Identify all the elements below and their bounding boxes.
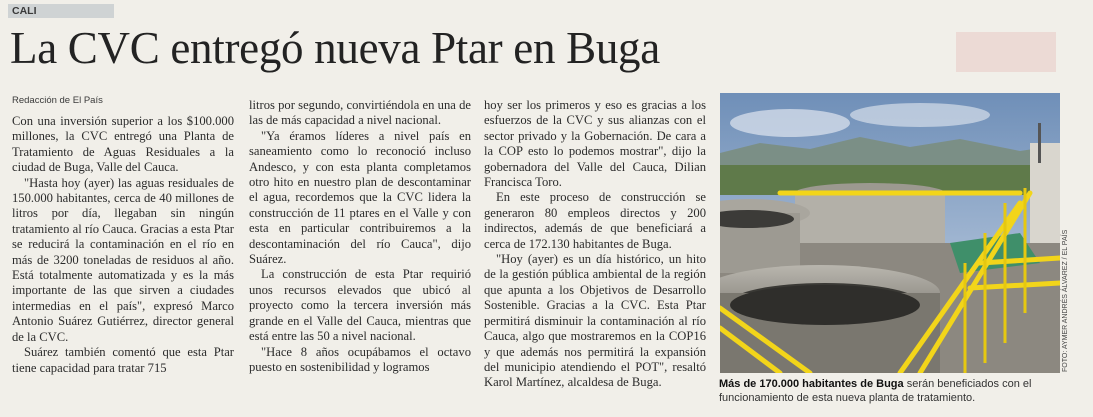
paragraph: En este proceso de construcción se generaron 80 empleos directos y 200 indirectos, además de que beneficiará a cerca de 172.130 habitantes de Buga. <box>484 190 706 251</box>
byline: Redacción de El País <box>12 95 103 106</box>
headline: La CVC entregó nueva Ptar en Buga <box>10 23 660 73</box>
paragraph: Con una inversión superior a los $100.000 millones, la CVC entregó una Planta de Tratamiento de Aguas Residuales a la ciudad de Buga, Valle del Cauca. <box>12 114 234 175</box>
paragraph: "Hace 8 años ocupábamos el octavo puesto en sostenibilidad y logramos <box>249 344 471 374</box>
treatment-plant-photo <box>720 93 1060 373</box>
article-column-2 <box>249 98 471 414</box>
paragraph: "Hoy (ayer) es un día histórico, un hito de la gestión pública ambiental de la región que apunta a los Objetivos de Desarrollo Sostenible. Gracias a la CVC. Esta Ptar permitirá disminuir la contaminación al río Cauca, algo que mostraremos en la COP16 y que además nos permitirá la expansión del municipio atendiendo el POT", resaltó Karol Martínez, alcaldesa de Buga. <box>484 252 706 390</box>
photo-caption <box>719 377 1064 405</box>
paragraph: "Hasta hoy (ayer) las aguas residuales de 150.000 habitantes, cerca de 40 millones de litros por día, llegaban sin ningún tratamiento al río Cauca. Gracias a esta Ptar se reducirá la contaminación en el río en más de 3200 toneladas de residuos al año. Está totalmente automatizada y es la más importante de las que sirven a ciudades intermedias en el país", expresó Marco Antonio Suárez Gutiérrez, director general de la CVC. <box>12 175 234 344</box>
caption-text: serán beneficiados con el funcionamiento de esta nueva planta de tratamiento. <box>719 378 1032 404</box>
paragraph: La construcción de esta Ptar requirió unos recursos elevados que ubicó al proyecto como la tercera inversión más grande en el Valle del Cauca, mientras que está entre las 50 a nivel nacional. <box>249 267 471 344</box>
caption-bold: Más de 170.000 habitantes de Buga <box>719 378 904 390</box>
article-column-3 <box>484 98 706 414</box>
paragraph: "Ya éramos líderes a nivel país en saneamiento como lo reconoció incluso Andesco, y con esta planta completamos otro hito en nuestro plan de descontaminar el agua, recordemos que la CVC lidera la construcción de 11 ptares en el Valle y con esta en particular contribuiremos a la descontaminación del río Cauca", dijo Suárez. <box>249 128 471 267</box>
paragraph: Suárez también comentó que esta Ptar tiene capacidad para tratar 715 <box>12 345 234 375</box>
ink-stamp <box>956 32 1056 72</box>
article-column-1 <box>12 114 234 414</box>
section-tag: CALI <box>8 4 114 18</box>
article-photo <box>720 93 1060 373</box>
photo-credit: FOTO: AYMER ANDRÉS ÁLVAREZ / EL PAÍS <box>1062 229 1069 372</box>
paragraph: hoy ser los primeros y eso es gracias a los esfuerzos de la CVC y sus alianzas con el sector privado y la Gobernación. De cara a la COP esto lo podemos mostrar", dijo la gobernadora del Valle del Cauca, Dilian Francisca Toro. <box>484 98 706 190</box>
paragraph: litros por segundo, convirtiéndola en una de las de más capacidad a nivel nacional. <box>249 98 471 128</box>
